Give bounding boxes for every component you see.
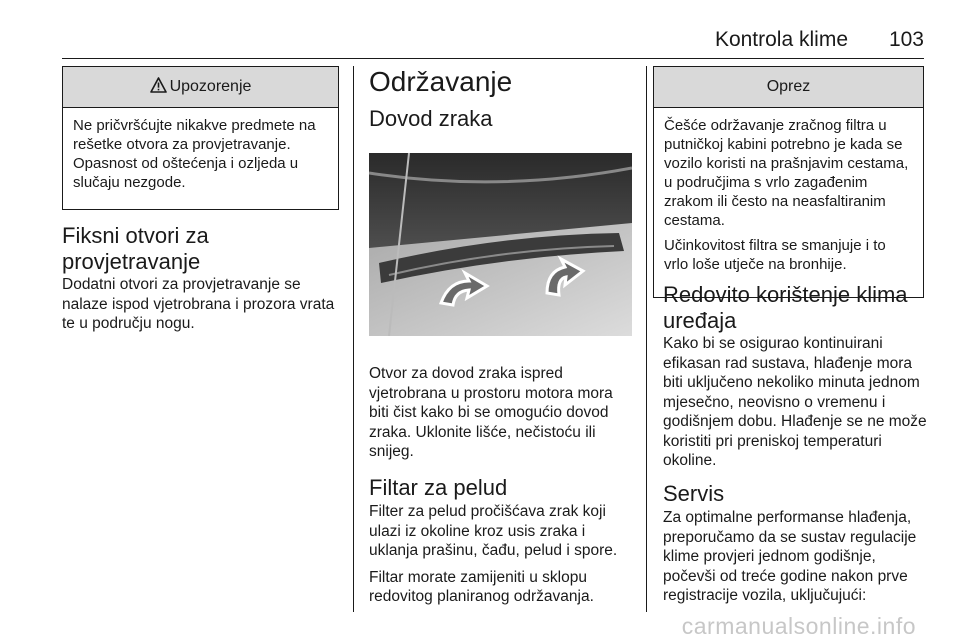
filter-text	[369, 502, 637, 614]
section-paragraph: Dodatni otvori za provjetravanje se nalaze ispod vjetrobrana i prozora vrata te u području nogu.	[62, 276, 335, 332]
caution-box-header: Oprez	[654, 67, 923, 108]
watermark: carmanualsonline.info	[681, 613, 916, 639]
section-heading: Redovito korištenje klima uređaja	[663, 282, 908, 333]
header-divider	[62, 58, 924, 59]
photo-caption: Otvor za dovod zraka ispred vjetrobrana u prostoru motora mora biti čist kako bi se omogućio dovod zraka. Uklonite lišće, nečistoću ili snijeg.	[369, 365, 613, 460]
section-paragraph: Kako bi se osigurao kontinuirani efikasan rad sustava, hlađenje mora biti uključeno nekoliko minuta jednom mjesečno, neovisno o vremenu i godišnjem dobu. Hlađenje se ne može koristiti pri preniskoj temperaturi okoline.	[663, 335, 927, 469]
column-divider	[646, 66, 647, 612]
subsection-heading: Dovod zraka	[369, 106, 493, 131]
column-divider	[353, 66, 354, 612]
warning-title: Upozorenje	[169, 78, 252, 95]
caution-text	[654, 108, 923, 286]
caution-box	[653, 66, 924, 298]
subsection-heading: Filtar za pelud	[369, 475, 508, 500]
page-number: 103	[888, 28, 924, 51]
main-heading: Održavanje	[369, 66, 513, 97]
section-paragraph: Za optimalne performanse hlađenja, preporučamo da se sustav regulacije klime provjeri jednom godišnje, počevši od treće godine nakon prve registracije vozila, uključujući:	[663, 509, 917, 604]
paragraph: Filter za pelud pročišćava zrak koji ulazi iz okoline kroz usis zraka i uklanja prašinu, čađu, pelud i spore.	[369, 503, 618, 559]
chapter-title: Kontrola klime	[714, 28, 848, 51]
warning-text: Ne pričvršćujte nikakve predmete na rešetke otvora za provjetravanje. Opasnost od oštećenja i ozljeda u slučaju nezgode.	[73, 117, 316, 191]
section-heading: Fiksni otvori za provjetravanje	[62, 223, 209, 274]
warning-box-header	[63, 67, 338, 108]
warning-box	[62, 66, 339, 210]
paragraph: Češće održavanje zračnog filtra u putničkoj kabini potrebno je kada se vozilo koristi na prašnjavim cestama, u područjima s vrlo zagađenim zrakom ili često na neasfaltiranim cestama.	[664, 117, 909, 229]
paragraph: Učinkovitost filtra se smanjuje i to vrlo loše utječe na bronhije.	[664, 237, 886, 273]
air-intake-photo	[369, 153, 632, 336]
section-heading: Servis	[663, 481, 725, 506]
paragraph: Filtar morate zamijeniti u sklopu redovitog planiranog održavanja.	[369, 568, 594, 605]
warning-triangle-icon	[150, 69, 167, 109]
